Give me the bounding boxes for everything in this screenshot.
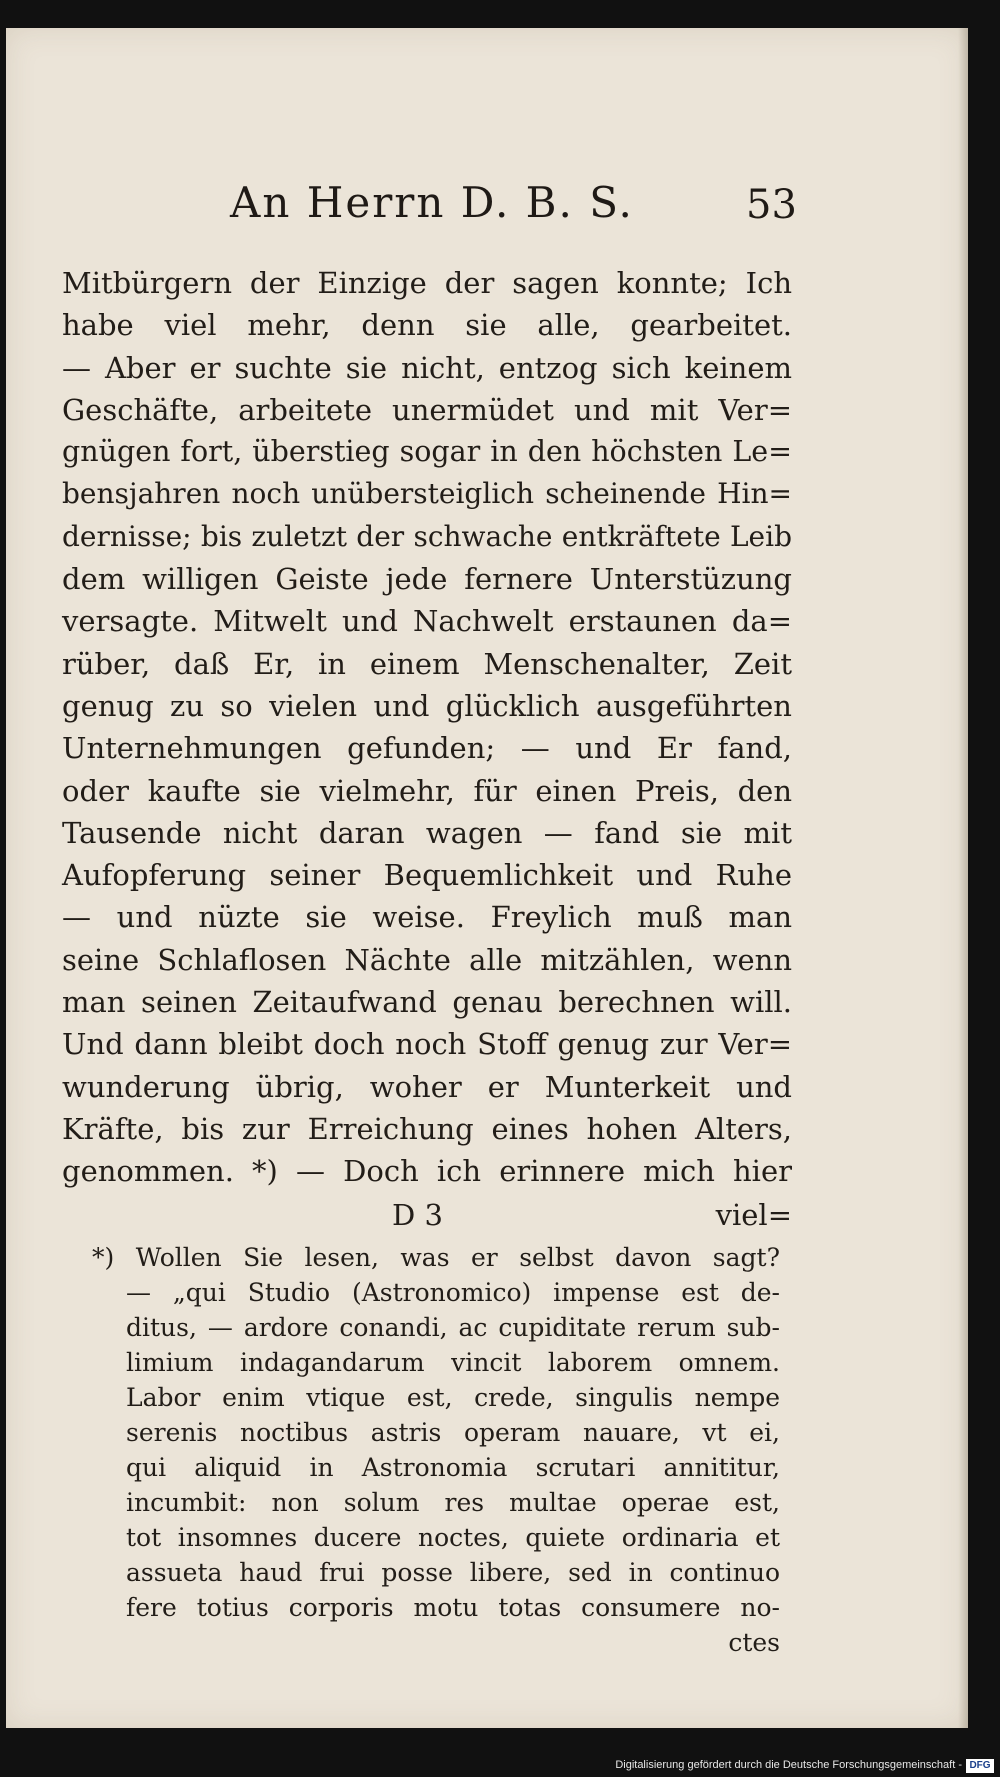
dfg-logo-icon: DFG <box>966 1759 994 1773</box>
text-line: seine Schlaflosen Nächte alle mitzählen, wenn <box>62 942 792 977</box>
footnote-catchword: ctes <box>728 1628 780 1657</box>
running-head <box>6 178 968 238</box>
running-title: An Herrn D. B. S. <box>230 178 634 227</box>
text-line: dernisse; bis zuletzt der schwache entkräftete Leib <box>62 519 792 553</box>
footnote-line: serenis noctibus astris operam nauare, vt ei, <box>126 1418 780 1447</box>
digitization-credit-bar <box>0 1757 1000 1777</box>
digitization-credit-text: Digitalisierung gefördert durch die Deutsche Forschungsgemeinschaft - <box>615 1759 962 1771</box>
footnote-line: assueta haud frui posse libere, sed in continuo <box>126 1558 780 1587</box>
text-line: Mitbürgern der Einzige der sagen konnte; Ich <box>62 266 792 300</box>
text-line: Kräfte, bis zur Erreichung eines hohen Alters, <box>62 1111 792 1146</box>
footnote-line: qui aliquid in Astronomia scrutari annititur, <box>126 1453 780 1482</box>
text-line: bensjahren noch unübersteiglich scheinende Hin= <box>62 477 792 511</box>
footnote-line: limium indagandarum vincit laborem omnem. <box>126 1348 780 1377</box>
text-line: Geschäfte, arbeitete unermüdet und mit Ver= <box>62 392 792 427</box>
book-page <box>6 28 968 1728</box>
footnote-line: fere totius corporis motu totas consumere no- <box>126 1593 780 1622</box>
text-line: dem willigen Geiste jede fernere Unterstüzung <box>62 562 792 597</box>
footnote-line: Labor enim vtique est, crede, singulis nempe <box>126 1383 780 1412</box>
footnote <box>92 1240 780 1660</box>
text-line: — und nüzte sie weise. Freylich muß man <box>62 900 792 935</box>
text-line: man seinen Zeitaufwand genau berechnen will. <box>62 985 792 1020</box>
text-line: Tausende nicht daran wagen — fand sie mit <box>62 815 792 850</box>
catchword: viel= <box>715 1198 792 1232</box>
text-line: — Aber er suchte sie nicht, entzog sich keinem <box>62 350 792 385</box>
footnote-line: *) Wollen Sie lesen, was er selbst davon sagt? <box>92 1243 780 1272</box>
footnote-line: — „qui Studio (Astronomico) impense est de- <box>126 1278 780 1307</box>
text-line: habe viel mehr, denn sie alle, gearbeitet. <box>62 308 792 343</box>
footnote-line: tot insomnes ducere noctes, quiete ordinaria et <box>126 1523 780 1552</box>
text-line: versagte. Mitwelt und Nachwelt erstaunen da= <box>62 604 792 639</box>
signature-row <box>62 1198 792 1240</box>
footnote-line: incumbit: non solum res multae operae est, <box>126 1488 780 1517</box>
main-text-block <box>62 262 792 1193</box>
footnote-line: ditus, — ardore conandi, ac cupiditate rerum sub- <box>126 1313 780 1342</box>
text-line: Aufopferung seiner Bequemlichkeit und Ruhe <box>62 858 792 893</box>
text-line: Unternehmungen gefunden; — und Er fand, <box>62 731 792 766</box>
page-number: 53 <box>746 182 797 228</box>
text-line: wunderung übrig, woher er Munterkeit und <box>62 1069 792 1104</box>
text-line: oder kaufte sie vielmehr, für einen Preis, den <box>62 773 792 808</box>
text-line: genug zu so vielen und glücklich ausgeführten <box>62 688 792 723</box>
text-line: Und dann bleibt doch noch Stoff genug zur Ver= <box>62 1027 792 1062</box>
text-line: genommen. *) — Doch ich erinnere mich hier <box>62 1154 792 1189</box>
text-line: gnügen fort, überstieg sogar in den höchsten Le= <box>62 435 792 469</box>
signature-mark: D 3 <box>392 1198 443 1232</box>
text-line: rüber, daß Er, in einem Menschenalter, Zeit <box>62 646 792 681</box>
